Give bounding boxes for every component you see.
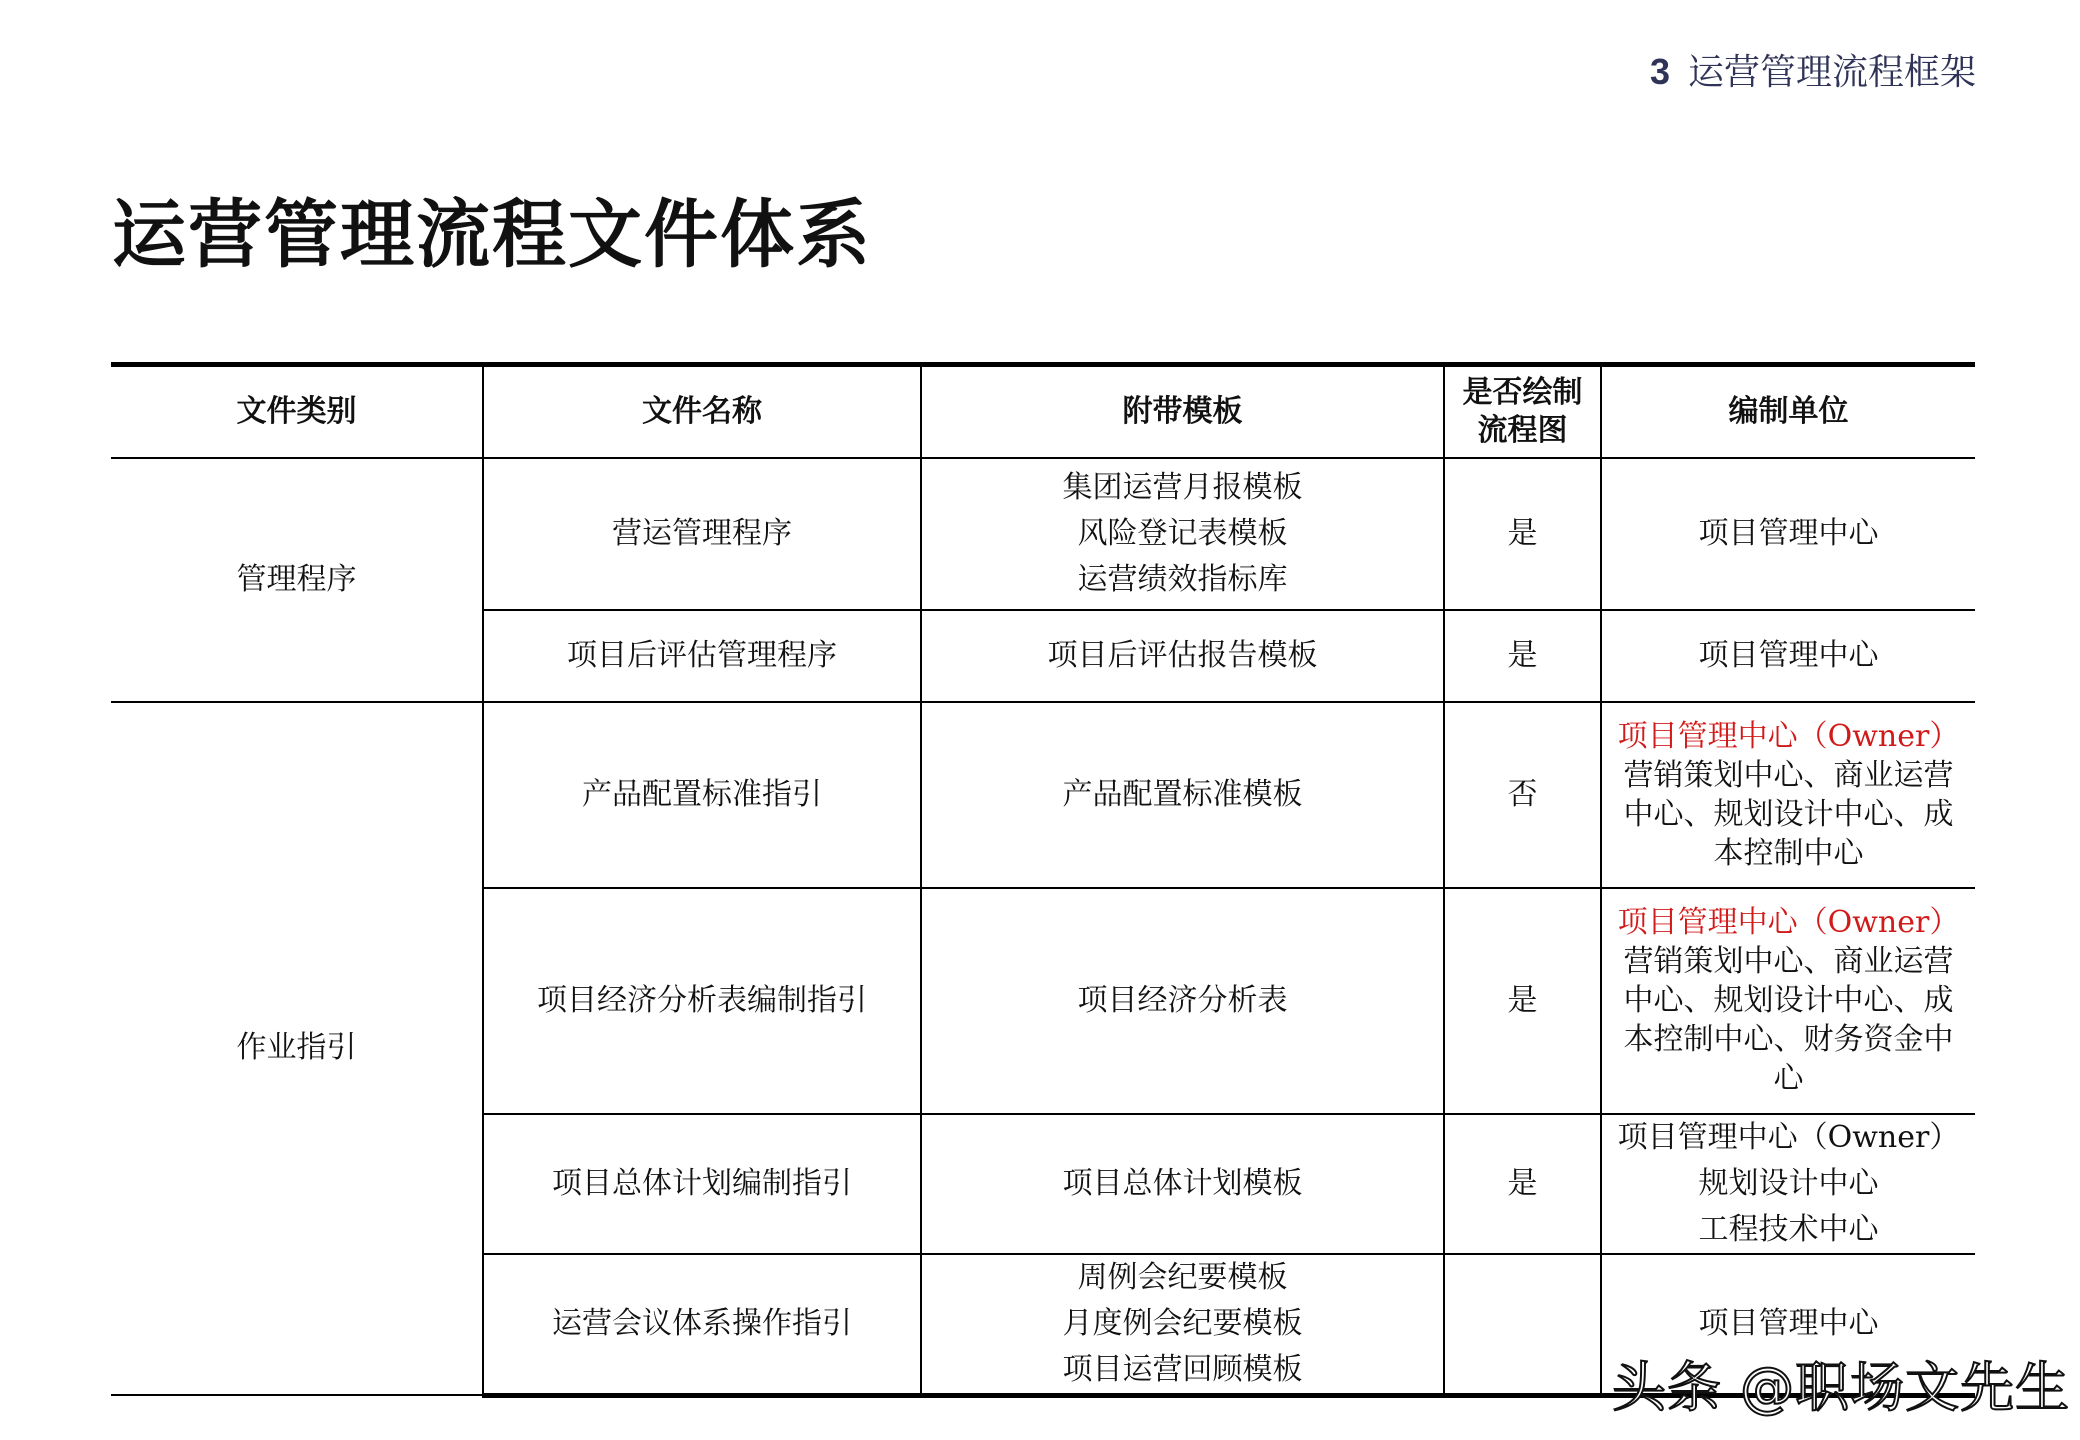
process-document-table	[111, 362, 1975, 1398]
units-cell: 项目管理中心	[1601, 458, 1975, 610]
col-header-units: 编制单位	[1601, 365, 1975, 458]
watermark: 头条 @职场文先生	[1612, 1356, 2071, 1419]
doc-name: 营运管理程序	[483, 458, 921, 610]
templates-cell: 项目总体计划模板	[921, 1114, 1444, 1254]
col-header-templates: 附带模板	[921, 365, 1444, 458]
doc-name: 产品配置标准指引	[483, 702, 921, 888]
units-cell: 项目管理中心（Owner） 营销策划中心、商业运营中心、规划设计中心、成本控制中心、财务资金中心	[1601, 888, 1975, 1114]
templates-cell: 项目后评估报告模板	[921, 610, 1444, 702]
flowchart-cell: 是	[1444, 610, 1601, 702]
doc-name: 项目后评估管理程序	[483, 610, 921, 702]
category-cell: 管理程序	[111, 458, 483, 702]
templates-cell: 集团运营月报模板 风险登记表模板 运营绩效指标库	[921, 458, 1444, 610]
owner-unit: 项目管理中心（Owner）	[1617, 718, 1960, 754]
flowchart-cell: 否	[1444, 702, 1601, 888]
col-header-flowchart: 是否绘制 流程图	[1444, 365, 1601, 458]
col-header-category: 文件类别	[111, 365, 483, 458]
flowchart-cell: 是	[1444, 458, 1601, 610]
section-number: 3	[1650, 51, 1671, 92]
table-row	[111, 702, 1975, 888]
units-cell: 项目管理中心	[1601, 1254, 1975, 1396]
units-cell: 项目管理中心（Owner） 规划设计中心 工程技术中心	[1601, 1114, 1975, 1254]
doc-name: 项目经济分析表编制指引	[483, 888, 921, 1114]
units-cell: 项目管理中心	[1601, 610, 1975, 702]
templates-cell: 产品配置标准模板	[921, 702, 1444, 888]
templates-cell: 项目经济分析表	[921, 888, 1444, 1114]
table-row	[111, 458, 1975, 610]
flowchart-cell: 是	[1444, 1114, 1601, 1254]
flowchart-cell: 是	[1444, 888, 1601, 1114]
col-header-name: 文件名称	[483, 365, 921, 458]
section-title: 运营管理流程框架	[1688, 52, 1977, 93]
table-header-row	[111, 365, 1975, 458]
page-title: 运营管理流程文件体系	[112, 192, 872, 278]
doc-name: 运营会议体系操作指引	[483, 1254, 921, 1396]
section-header	[1650, 44, 1976, 95]
owner-unit: 项目管理中心（Owner）	[1617, 905, 1960, 940]
flowchart-cell	[1444, 1254, 1601, 1396]
doc-name: 项目总体计划编制指引	[483, 1114, 921, 1254]
category-cell: 作业指引	[111, 702, 483, 1396]
units-cell: 项目管理中心（Owner） 营销策划中心、商业运营中心、规划设计中心、成本控制中心	[1601, 702, 1975, 888]
templates-cell: 周例会纪要模板 月度例会纪要模板 项目运营回顾模板	[921, 1254, 1444, 1396]
